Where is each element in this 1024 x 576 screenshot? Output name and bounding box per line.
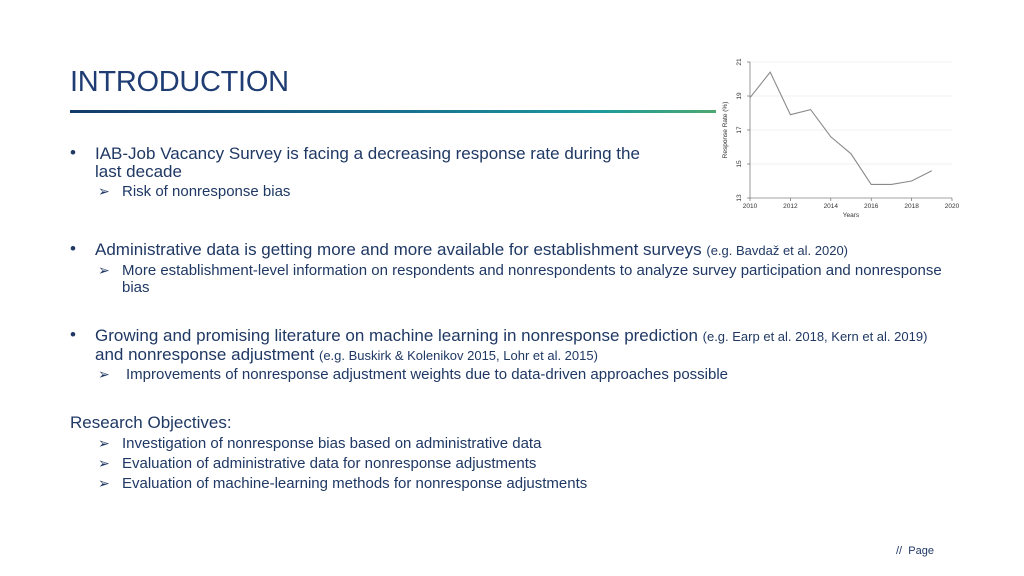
sub-bullet-text: Risk of nonresponse bias [122,183,291,200]
page-footer [896,545,934,557]
arrow-bullet-icon: ➢ [98,475,110,491]
y-tick-label: 13 [736,194,743,202]
objective-item [98,435,541,452]
sub-bullet-establishment-info [98,262,958,296]
x-tick-label: 2018 [904,203,919,210]
objective-text: Evaluation of machine-learning methods for nonresponse adjustments [122,475,588,492]
arrow-bullet-icon: ➢ [98,183,110,199]
arrow-bullet-icon: ➢ [98,435,110,451]
y-tick-label: 19 [736,92,743,100]
bullet-text-part2: and nonresponse adjustment [95,345,315,364]
bullet-text-part1: Growing and promising literature on machine learning in nonresponse prediction [95,326,698,345]
bullet-dot: • [70,325,76,344]
arrow-bullet-icon: ➢ [98,366,110,382]
x-tick-label: 2014 [823,203,839,210]
research-objectives-heading: Research Objectives: [70,413,232,432]
bullet-machine-learning [70,327,950,365]
objective-item [98,455,536,472]
x-tick-label: 2010 [742,203,758,210]
sub-bullet-text: More establishment-level information on respondents and nonrespondents to analyze survey participation and nonresponse bias [122,262,942,296]
bullet-administrative-data [70,241,950,260]
bullet-survey-response [70,145,660,181]
x-axis-title: Years [842,212,860,219]
bullet-dot: • [70,143,76,162]
x-tick-label: 2020 [944,203,960,210]
arrow-bullet-icon: ➢ [98,455,110,471]
citation: (e.g. Bavdaž et al. 2020) [706,243,849,258]
bullet-dot: • [70,239,76,258]
sub-bullet-adjustment-weights [98,366,958,383]
citation-2: (e.g. Buskirk & Kolenikov 2015, Lohr et al. 2015) [319,348,598,363]
response-rate-series-line [750,72,932,184]
y-axis-title: Response Rate (%) [722,101,729,159]
slide-title: INTRODUCTION [70,66,289,98]
response-rate-chart [716,52,960,220]
bullet-text: Administrative data is getting more and more available for establishment surveys [95,240,702,259]
sub-bullet-nonresponse-risk [98,183,290,200]
objective-text: Evaluation of administrative data for nonresponse adjustments [122,455,537,472]
x-tick-label: 2016 [863,203,879,210]
response-rate-chart-svg [716,52,960,220]
objective-item [98,475,587,492]
y-tick-label: 21 [736,58,743,66]
y-tick-label: 15 [736,160,743,168]
footer-marker: // [896,545,903,557]
chart-gridlines [750,62,952,198]
bullet-text: IAB-Job Vacancy Survey is facing a decreasing response rate during the last decade [95,144,640,181]
objective-text: Investigation of nonresponse bias based on administrative data [122,435,542,452]
sub-bullet-text: Improvements of nonresponse adjustment weights due to data-driven approaches possible [126,366,729,383]
chart-ticks [736,58,960,210]
citation-1: (e.g. Earp et al. 2018, Kern et al. 2019) [702,329,928,344]
arrow-bullet-icon: ➢ [98,262,110,278]
chart-series [750,72,932,184]
footer-page-label: Page [908,545,934,557]
y-tick-label: 17 [736,126,743,134]
x-tick-label: 2012 [783,203,798,210]
